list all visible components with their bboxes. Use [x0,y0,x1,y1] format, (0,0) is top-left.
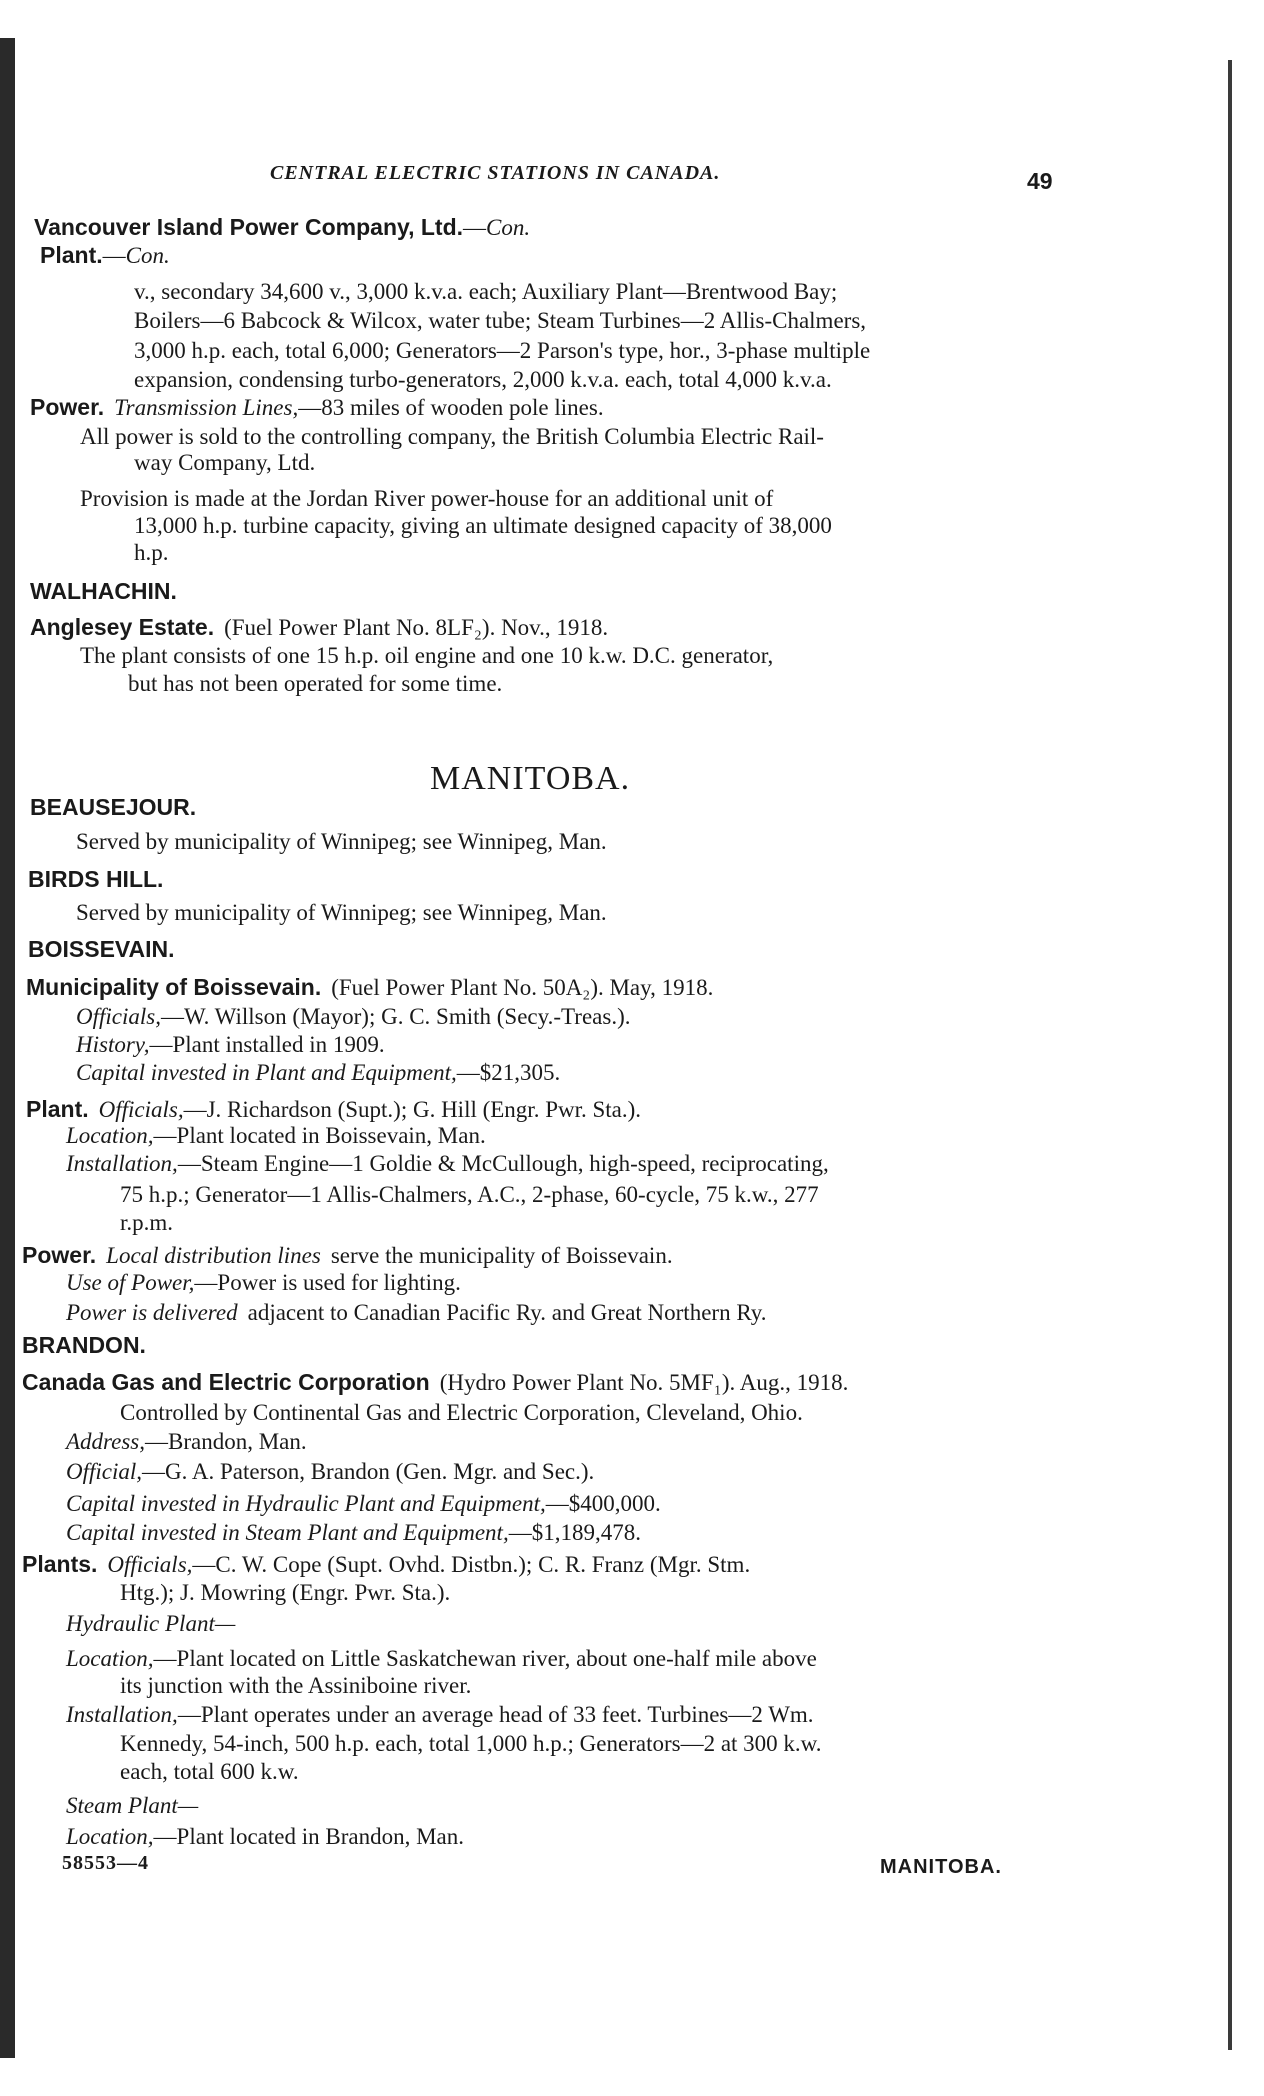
section-heading [430,760,631,797]
line-text: serve the municipality of Boissevain. [330,1243,673,1268]
line-text: each, total 600 k.w. [120,1759,299,1784]
line-text: —Plant operates under an average head of 33 feet. Turbines—2 Wm. [177,1702,814,1727]
text-line [134,448,315,478]
text-line [66,1457,594,1487]
field-label: Location, [66,1123,154,1148]
line-text: expansion, condensing turbo-generators, 2,000 k.v.a. each, total 4,000 k.v.a. [134,367,832,392]
line-text: 13,000 h.p. turbine capacity, giving an ultimate designed capacity of 38,000 [134,513,832,538]
text-line [76,1058,560,1088]
text-line [76,827,607,857]
text-line [134,277,837,307]
page-number: 49 [1027,168,1053,194]
text-line [66,1427,307,1457]
field-label: Official, [66,1459,143,1484]
field-label: History, [76,1032,150,1057]
line-text: way Company, Ltd. [134,450,316,475]
line-text: —Power is used for lighting. [194,1270,461,1295]
text-line [66,1121,486,1151]
text-line [76,1002,630,1032]
entry-heading: Power. [22,1242,97,1268]
line-text: —83 miles of wooden pole lines. [298,395,604,420]
line-text: —Plant located in Brandon, Man. [153,1824,464,1849]
text-line [134,306,866,336]
line-text: v., secondary 34,600 v., 3,000 k.v.a. each; Auxiliary Plant—Brentwood Bay; [134,279,838,304]
text-line [40,240,170,271]
text-line [66,1518,641,1548]
field-label: Transmission Lines, [114,395,299,420]
text-line [22,1330,146,1361]
field-label: Installation, [66,1151,178,1176]
text-line [120,1757,299,1787]
line-text: but has not been operated for some time. [128,671,503,696]
entry-heading: Vancouver Island Power Company, Ltd. [34,214,464,240]
field-label: Capital invested in Hydraulic Plant and Equipment, [66,1491,546,1516]
text-line [120,1729,822,1759]
line-text: —G. A. Paterson, Brandon (Gen. Mgr. and Sec.). [142,1459,595,1484]
text-line [30,576,177,607]
entry-heading: Canada Gas and Electric Corporation [22,1369,430,1395]
entry-heading: Power. [30,394,105,420]
line-text: Served by municipality of Winnipeg; see Winnipeg, Man. [76,900,607,925]
text-line [28,934,175,965]
text-line [66,1609,235,1639]
entry-heading: WALHACHIN. [30,578,177,604]
text-line [30,612,608,643]
line-text: r.p.m. [120,1210,174,1235]
field-label: Installation, [66,1702,178,1727]
line-text: —Plant located on Little Saskatchewan river, about one-half mile above [153,1646,817,1671]
entry-heading: Plants. [22,1551,98,1577]
line-text: 75 h.p.; Generator—1 Allis-Chalmers, A.C., 2-phase, 60-cycle, 75 k.w., 277 [120,1182,819,1207]
field-label: Address, [66,1429,146,1454]
field-label: Officials, [107,1552,193,1577]
text-line [134,511,832,541]
field-label: Steam Plant— [66,1793,199,1818]
text-line [26,972,713,1003]
text-line [76,1030,385,1060]
field-label: Use of Power, [66,1270,195,1295]
line-text: —J. Richardson (Supt.); G. Hill (Engr. Pwr. Sta.). [183,1097,642,1122]
text-line [128,669,502,699]
line-text: Htg.); J. Mowring (Engr. Pwr. Sta.). [120,1580,451,1605]
text-line [120,1671,471,1701]
line-text: adjacent to Canadian Pacific Ry. and Great Northern Ry. [247,1300,767,1325]
line-text: Provision is made at the Jordan River power-house for an additional unit of [80,486,774,511]
entry-heading: BOISSEVAIN. [28,936,175,962]
text-line [22,1549,750,1580]
entry-heading: BRANDON. [22,1332,146,1358]
line-text: —$1,189,478. [508,1520,641,1545]
line-text: 3,000 h.p. each, total 6,000; Generators—2 Parson's type, hor., 3-phase multiple [134,338,871,363]
line-text: The plant consists of one 15 h.p. oil engine and one 10 k.w. D.C. generator, [80,643,774,668]
text-line [66,1149,829,1179]
line-text: MANITOBA. [430,760,631,797]
text-line [134,336,870,366]
line-text: Served by municipality of Winnipeg; see Winnipeg, Man. [76,829,607,854]
field-label: Con. [125,243,170,268]
entry-heading: Plant. [26,1096,89,1122]
field-label: Officials, [98,1097,184,1122]
text-line [34,212,530,243]
text-line [30,392,604,423]
line-text: Boilers—6 Babcock & Wilcox, water tube; Steam Turbines—2 Allis-Chalmers, [134,308,867,333]
line-text: —Plant installed in 1909. [149,1032,385,1057]
field-label: Location, [66,1824,154,1849]
text-line [66,1700,814,1730]
field-label: Location, [66,1646,154,1671]
line-text: —Brandon, Man. [145,1429,307,1454]
field-label: Power is delivered [66,1300,238,1325]
line-text: All power is sold to the controlling company, the British Columbia Electric Rail- [80,424,824,449]
line-text: (Fuel Power Plant No. 50A₂). May, 1918. [331,975,714,1000]
text-line [22,1240,673,1271]
text-line [66,1298,767,1328]
text-line [120,1208,173,1238]
text-line [66,1268,461,1298]
text-line [120,1180,819,1210]
line-text: —$400,000. [545,1491,661,1516]
line-text: — [102,243,126,268]
line-text: —Plant located in Boissevain, Man. [153,1123,486,1148]
text-line [80,641,773,671]
field-label: Hydraulic Plant— [66,1611,236,1636]
line-text: (Fuel Power Plant No. 8LF₂). Nov., 1918. [224,615,609,640]
line-text: (Hydro Power Plant No. 5MF₁). Aug., 1918. [439,1370,849,1395]
text-line [22,1367,848,1398]
footer-left: 58553—4 [62,1852,149,1874]
line-text: —$21,305. [456,1060,561,1085]
text-line [28,864,163,895]
text-line [66,1644,817,1674]
text-line [76,898,607,928]
entry-heading: Plant. [40,242,103,268]
text-line [134,365,832,395]
field-label: Local distribution lines [106,1243,321,1268]
field-label: Capital invested in Plant and Equipment, [76,1060,457,1085]
text-line [120,1398,803,1428]
footer-right: MANITOBA. [880,1856,1002,1878]
text-line [66,1791,198,1821]
running-title: CENTRAL ELECTRIC STATIONS IN CANADA. [270,162,721,184]
text-line [120,1578,450,1608]
entry-heading: BEAUSEJOUR. [30,794,197,820]
text-line [80,484,773,514]
field-label: Officials, [76,1004,161,1029]
line-text: Controlled by Continental Gas and Electric Corporation, Cleveland, Ohio. [120,1400,803,1425]
text-line [30,792,196,823]
line-text: —W. Willson (Mayor); G. C. Smith (Secy.-Treas.). [160,1004,631,1029]
line-text: h.p. [134,540,169,565]
field-label: Capital invested in Steam Plant and Equipment, [66,1520,509,1545]
line-text: —Steam Engine—1 Goldie & McCullough, high-speed, reciprocating, [177,1151,829,1176]
text-line [66,1489,661,1519]
text-line [134,538,169,568]
line-text: its junction with the Assiniboine river. [120,1673,472,1698]
line-text: Kennedy, 54-inch, 500 h.p. each, total 1,000 h.p.; Generators—2 at 300 k.w. [120,1731,822,1756]
entry-heading: Municipality of Boissevain. [26,974,322,1000]
line-text: —C. W. Cope (Supt. Ovhd. Distbn.); C. R. Franz (Mgr. Stm. [192,1552,751,1577]
line-text: — [463,215,487,240]
field-label: Con. [486,215,531,240]
entry-heading: BIRDS HILL. [28,866,164,892]
entry-heading: Anglesey Estate. [30,614,215,640]
